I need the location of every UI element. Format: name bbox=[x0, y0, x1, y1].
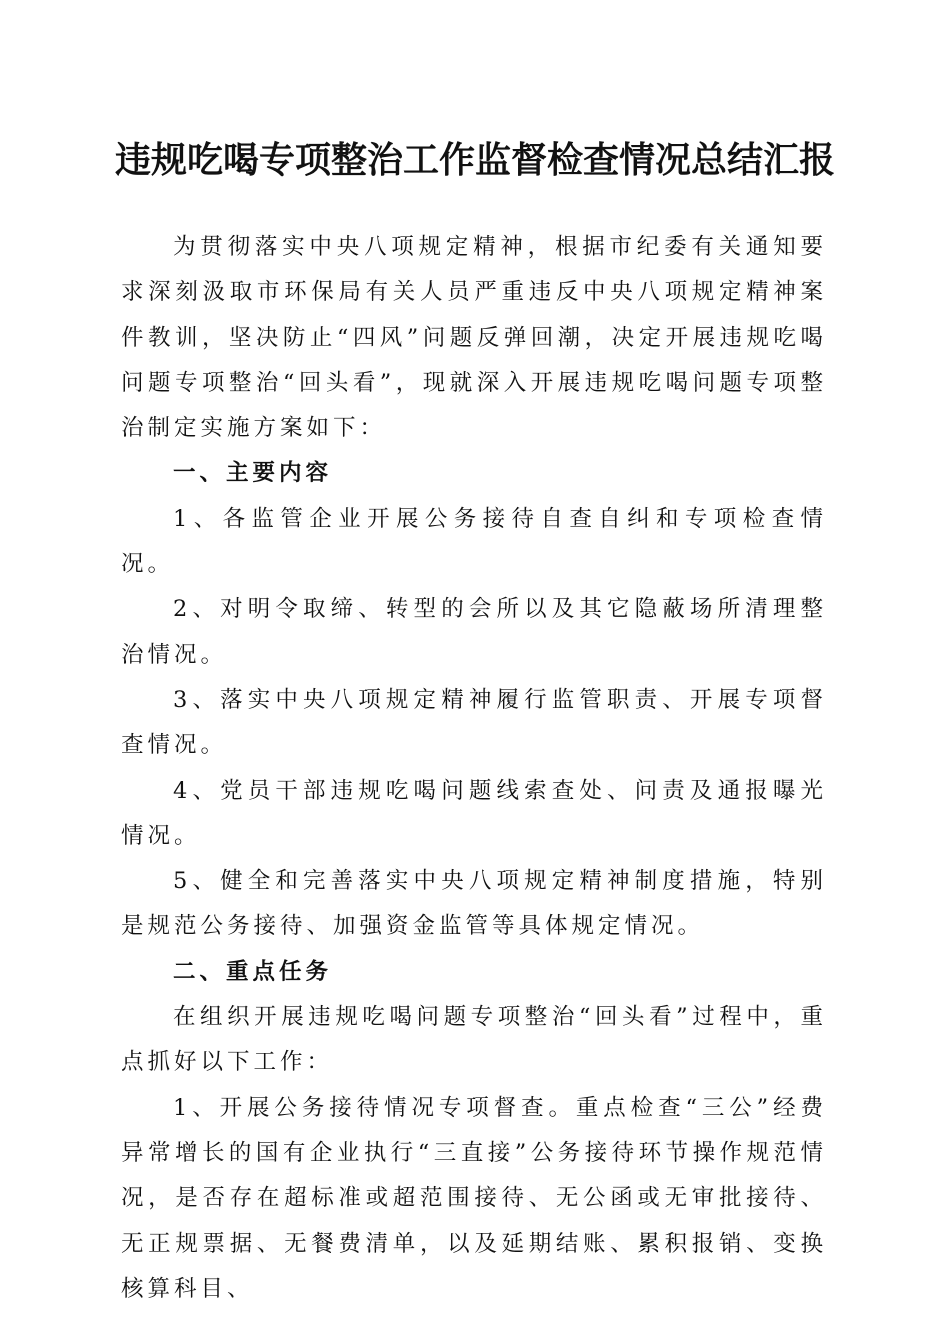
body-paragraph: 在组织开展违规吃喝问题专项整治“回头看”过程中，重点抓好以下工作： bbox=[121, 1004, 827, 1076]
section-heading-key-tasks: 二、重点任务 bbox=[173, 958, 333, 985]
list-item: 5、健全和完善落实中央八项规定精神制度措施，特别是规范公务接待、加强资金监管等具体规定情况。 bbox=[121, 868, 827, 940]
list-item: 3、落实中央八项规定精神履行监管职责、开展专项督查情况。 bbox=[121, 686, 827, 759]
list-item: 1、各监管企业开展公务接待自查自纠和专项检查情况。 bbox=[121, 505, 827, 578]
list-item: 4、党员干部违规吃喝问题线索查处、问责及通报曝光情况。 bbox=[121, 777, 827, 849]
intro-paragraph: 为贯彻落实中央八项规定精神，根据市纪委有关通知要求深刻汲取市环保局有关人员严重违反中央八项规定精神案件教训，坚决防止“四风”问题反弹回潮，决定开展违规吃喝问题专项整治“回头看”，现就深入开展违规吃喝问题专项整治制定实施方案如下： bbox=[121, 234, 827, 442]
list-item: 2、对明令取缔、转型的会所以及其它隐蔽场所清理整治情况。 bbox=[121, 596, 827, 668]
section-heading-main-content: 一、主要内容 bbox=[173, 460, 333, 487]
document-title: 违规吃喝专项整治工作监督检查情况总结汇报 bbox=[114, 140, 835, 181]
list-item: 1、开展公务接待情况专项督查。重点检查“三公”经费异常增长的国有企业执行“三直接”公务接待环节操作规范情况，是否存在超标准或超范围接待、无公函或无审批接待、无正规票据、无餐费清单，以及延期结账、累积报销、变换核算科目、 bbox=[121, 1094, 827, 1302]
document-body bbox=[121, 225, 827, 1312]
